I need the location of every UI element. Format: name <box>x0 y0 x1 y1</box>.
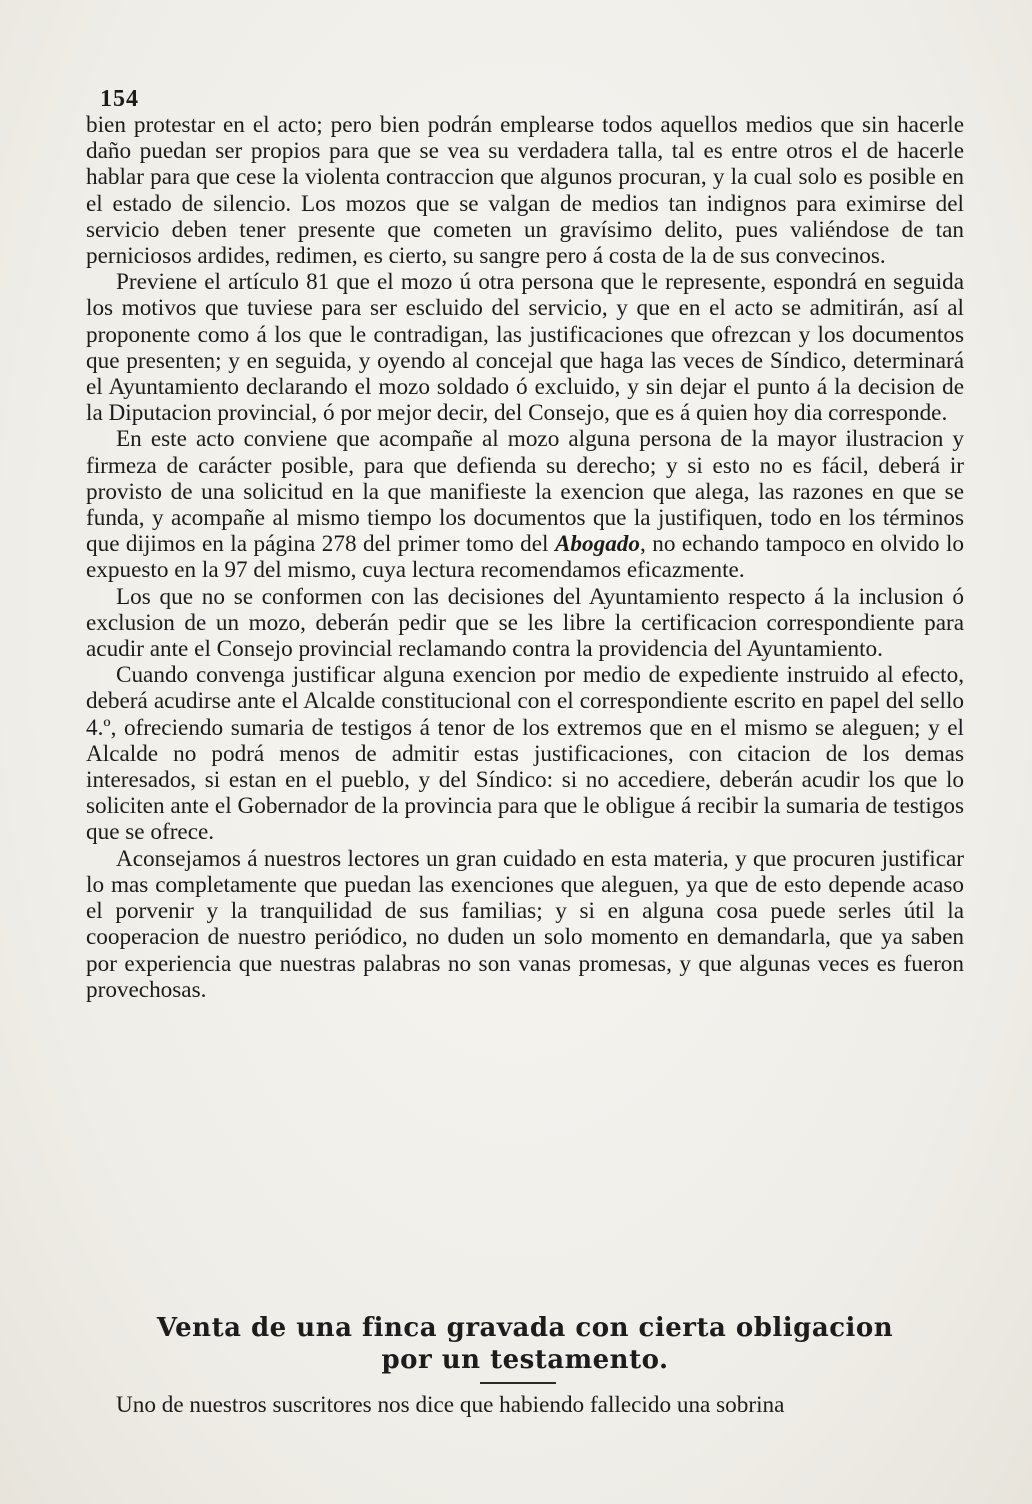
paragraph-6: Aconsejamos á nuestros lectores un gran cuidado en esta materia, y que procuren justificar lo mas completamente que puedan las exenciones que aleguen, ya que de esto depende acaso el porvenir y la tranquilidad de sus familias; y si en alguna cosa puede serles útil la cooperacion de nuestro periódico, no duden un solo momento en demandarla, que ya saben por experiencia que nuestras palabras no son vanas promesas, y que algunas veces es fueron provechosas. <box>86 845 964 1003</box>
paragraph-2: Previene el artículo 81 que el mozo ú otra persona que le represente, espondrá en seguida los motivos que tuviese para ser escluido del servicio, y que en el acto se admitirán, así al proponente como á los que le contradigan, las justificaciones que ofrezcan y los documentos que presenten; y en seguida, y oyendo al concejal que haga las veces de Síndico, determinará el Ayuntamiento declarando el mozo soldado ó excluido, y sin dejar el punto á la decision de la Diputacion provincial, ó por mejor decir, del Consejo, que es á quien hoy dia corresponde. <box>86 269 964 427</box>
section-heading <box>86 1312 964 1376</box>
page-number: 154 <box>100 86 139 112</box>
heading-divider-rule <box>480 1382 556 1384</box>
paragraph-3-text-after: , no echando tampoco en olvido lo expuesto en la 97 del mismo, cuya lectura recomendamos eficazmente. <box>86 531 965 584</box>
section-heading-line-1: Venta de una finca gravada con cierta obligacion <box>156 1313 894 1343</box>
section-heading-line-2: por un testamento. <box>381 1345 669 1375</box>
paragraph-4: Los que no se conformen con las decisiones del Ayuntamiento respecto á la inclusion ó exclusion de un mozo, deberán pedir que se les libre la certificacion correspondiente para acudir ante el Consejo provincial reclamando contra la providencia del Ayuntamiento. <box>86 583 964 663</box>
paragraph-3-italic-title: Abogado <box>554 531 640 558</box>
paragraph-3 <box>86 426 964 583</box>
paragraph-5: Cuando convenga justificar alguna exencion por medio de expediente instruido al efecto, deberá acudirse ante el Alcalde constitucional con el correspondiente escrito en papel del sello 4.º, ofreciendo sumaria de testigos á tenor de los extremos que en el mismo se aleguen; y el Alcalde no podrá menos de admitir estas justificaciones, con citacion de los demas interesados, si estan en el pueblo, y del Síndico: si no accediere, deberán acudir los que lo soliciten ante el Gobernador de la provincia para que le obligue á recibir la sumaria de testigos que se ofrece. <box>86 662 964 846</box>
next-section-first-line: Uno de nuestros suscritores nos dice que habiendo fallecido una sobrina <box>116 1392 785 1418</box>
body-text <box>86 112 964 1003</box>
paragraph-1: bien protestar en el acto; pero bien podrán emplearse todos aquellos medios que sin hacerle daño puedan ser propios para que se vea su verdadera talla, tal es entre otros el de hacerle hablar para que cese la violenta contraccion que algunos procuran, y la cual solo es posible en el estado de silencio. Los mozos que se valgan de medios tan indignos para eximirse del servicio deben tener presente que cometen un gravísimo delito, pues valiéndose de tan perniciosos ardides, redimen, es cierto, su sangre pero á costa de la de sus convecinos. <box>86 112 964 270</box>
paragraph-3-text-before: En este acto conviene que acompañe al mozo alguna persona de la mayor ilustracion y firmeza de carácter posible, para que defienda su derecho; y si esto no es fácil, deberá ir provisto de una solicitud en la que manifieste la exencion que alega, las razones en que se funda, y acompañe al mismo tiempo los documentos que la justifiquen, todo en los términos que dijimos en la página 278 del primer tomo del <box>86 426 964 558</box>
